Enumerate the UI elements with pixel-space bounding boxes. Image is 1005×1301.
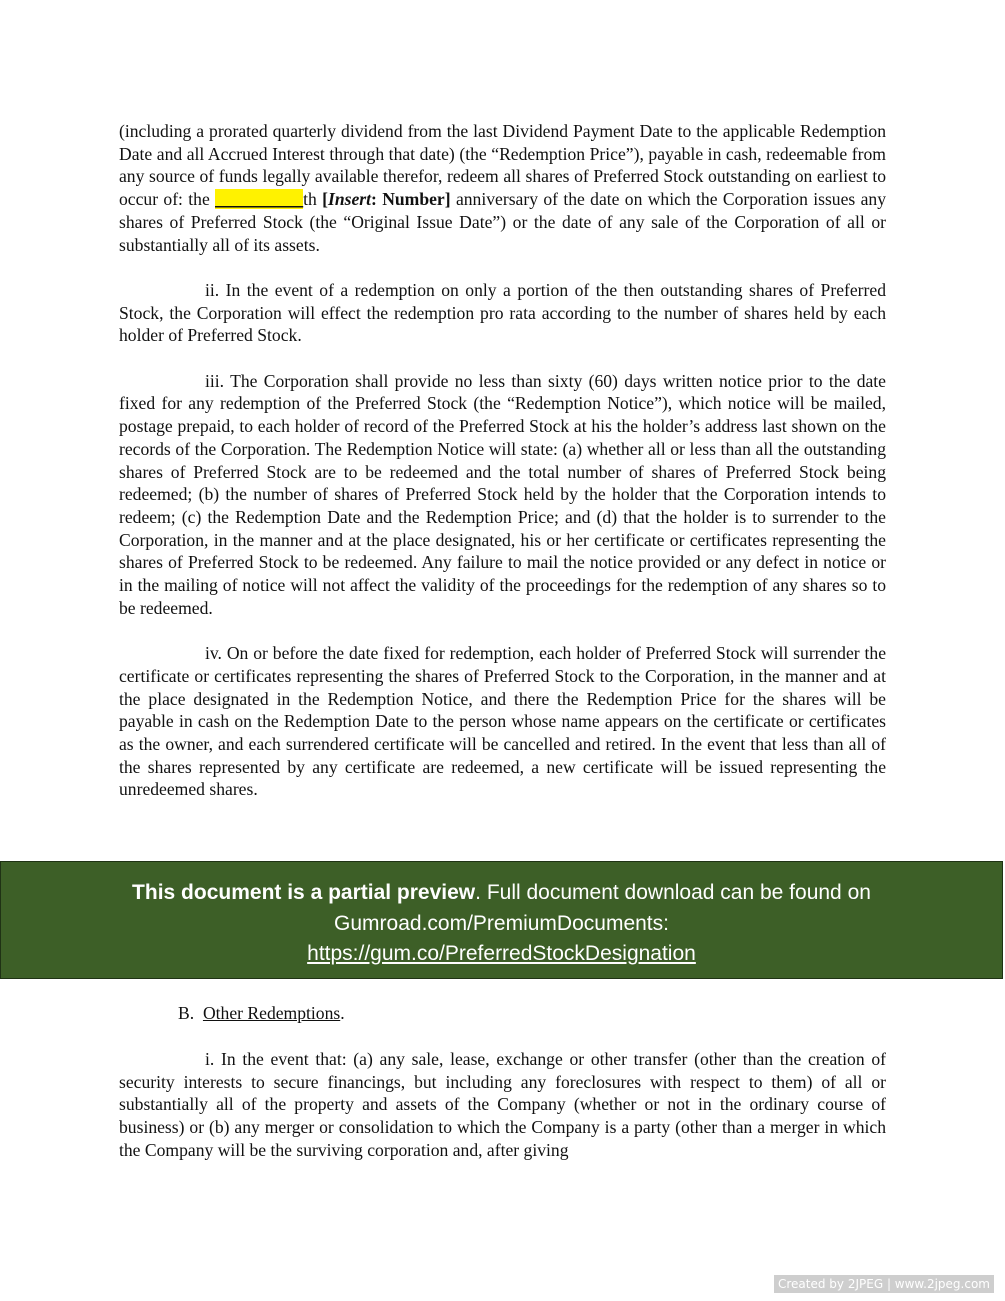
paragraph-b-i: i. In the event that: (a) any sale, lease, exchange or other transfer (other than the creation of security interests to secure financings, but including any foreclosures with respect to them) of all or substantially all of the property and assets of the Company (whether or not in the ordinary course of business) or (b) any merger or consolidation to which the Company is a party (other than a merger in which the Company will be the surviving corporation and, after giving — [119, 1049, 886, 1160]
section-title: Other Redemptions — [202, 1003, 341, 1023]
document-body — [119, 120, 886, 801]
watermark: Created by 2JPEG | www.2jpeg.com — [774, 1275, 994, 1293]
paragraph-ii: ii. In the event of a redemption on only a portion of the then outstanding shares of Preferred Stock, the Corporation will effect the redemption pro rata according to the number of shares held by each holder of Preferred Stock. — [119, 279, 886, 346]
section-label: B. — [178, 1003, 195, 1023]
paragraph-iv: iv. On or before the date fixed for redemption, each holder of Preferred Stock will surrender the certificate or certificates representing the shares of Preferred Stock to the Corporation, in the manner and at the place designated in the Redemption Notice, and there the Redemption Price for the shares will be payable in cash on the Redemption Date to the person whose name appears on the certificate or certificates as the owner, and each surrendered certificate will be cancelled and retired. In the event that less than all of the shares represented by any certificate are redeemed, a new certificate will be issued representing the unredeemed shares. — [119, 643, 886, 800]
blank-number-field: __________ — [215, 189, 304, 210]
banner-line-1: This document is a partial preview. Full document download can be found on — [132, 881, 871, 904]
insert-placeholder: [Insert: Number] — [322, 189, 451, 210]
section-heading-other-redemptions: B. Other Redemptions. — [178, 1003, 345, 1023]
download-link[interactable]: https://gum.co/PreferredStockDesignation — [307, 942, 696, 965]
preview-banner — [0, 861, 1003, 979]
paragraph-redemption-price: (including a prorated quarterly dividend from the last Dividend Payment Date to the applicable Redemption Date and all Accrued Interest through that date) (the “Redemption Price”), payable in cash, redeemable from any source of funds legally available therefor, redeem all shares of Preferred Stock outstanding on earliest to occur of: the __________th [Insert: Number] anniversary of the date on which the Corporation issues any shares of Preferred Stock (the “Original Issue Date”) or the date of any sale of the Corporation of all or substantially all of its assets. — [119, 121, 886, 255]
banner-line-2: Gumroad.com/PremiumDocuments: — [334, 911, 669, 935]
document-body-lower — [119, 1048, 886, 1162]
paragraph-iii: iii. The Corporation shall provide no less than sixty (60) days written notice prior to the date fixed for any redemption of the Preferred Stock (the “Redemption Notice”), which notice will be mailed, postage prepaid, to each holder of record of the Preferred Stock at his the holder’s address last shown on the records of the Corporation. The Redemption Notice will state: (a) whether all or less than all the outstanding shares of Preferred Stock are to be redeemed and the total number of shares of Preferred Stock being redeemed; (b) the number of shares of Preferred Stock held by the holder that the Corporation intends to redeem; (c) the Redemption Date and the Redemption Price; and (d) that the holder is to surrender to the Corporation, in the manner and at the place designated, his or her certificate or certificates representing the shares of Preferred Stock to be redeemed. Any failure to mail the notice provided or any defect in notice or in the mailing of notice will not affect the validity of the proceedings for the redemption of any shares so to be redeemed. — [119, 370, 886, 618]
